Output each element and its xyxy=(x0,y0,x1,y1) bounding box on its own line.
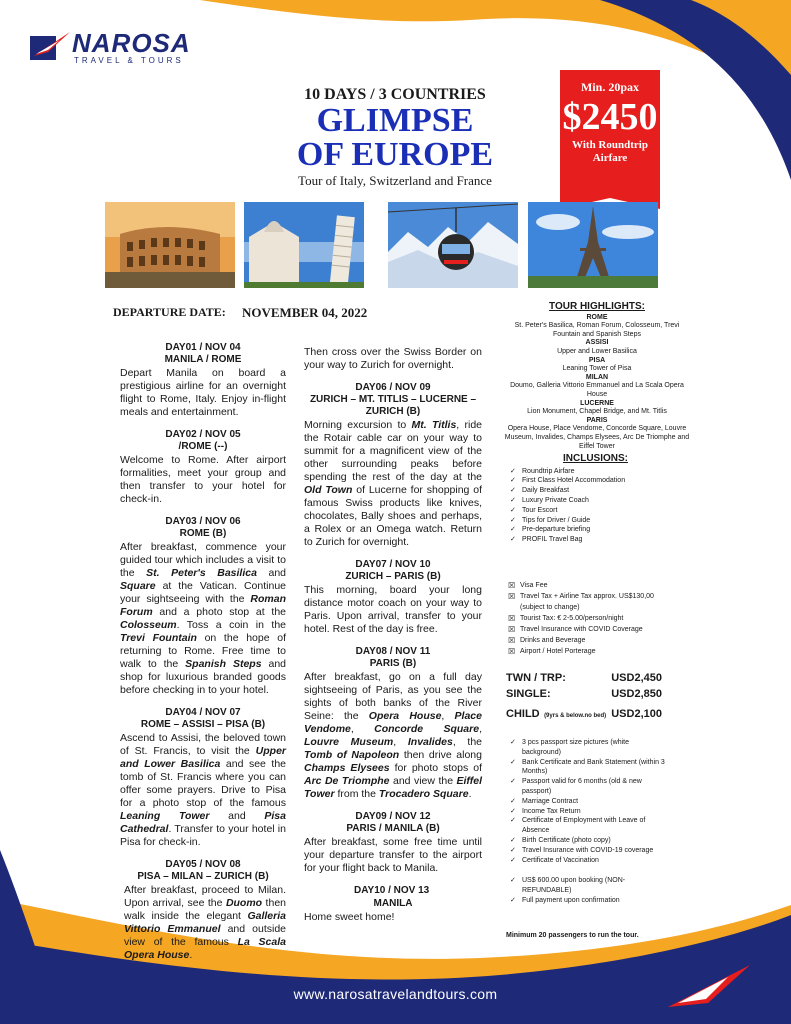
departure-label: DEPARTURE DATE: xyxy=(113,305,226,319)
day-description: Morning excursion to Mt. Titlis, ride the Rotair cable car on your way to summit for a magnificent view of the other surrounding peaks before spending the rest of the day at the Old Town of Lucerne for shopping of famous Swiss products like knives, chocolates, Bally shoes and perhaps, a Rolex or an Omega watch. Return to Zurich for overnight. xyxy=(304,419,482,548)
highlight-text: St. Peter's Basilica, Roman Forum, Colosseum, Trevi Fountain and Spanish Steps xyxy=(514,322,680,338)
day-route: /ROME (--) xyxy=(178,441,228,452)
requirement-item: ✓ Certificate of Employment with Leave of Absence xyxy=(508,816,666,836)
day-route: MANILA / ROME xyxy=(164,354,242,365)
day-route-cont: ZURICH (B) xyxy=(365,406,421,417)
day-heading: DAY06 / NOV 09 xyxy=(355,382,431,393)
inclusion-item: ✓ First Class Hotel Accommodation xyxy=(508,476,683,486)
rate-label: SINGLE: xyxy=(506,688,551,700)
day-route: PISA – MILAN – ZURICH (B) xyxy=(137,871,269,882)
day-route: PARIS (B) xyxy=(369,658,417,669)
page-subtitle: Tour of Italy, Switzerland and France xyxy=(298,173,492,188)
page-title xyxy=(250,104,540,172)
rates-table xyxy=(506,672,662,720)
highlight-city: ROME xyxy=(586,313,608,321)
inclusion-item: ✓ Luxury Private Coach xyxy=(508,496,683,506)
itinerary-column-2 xyxy=(304,346,482,924)
day-entry xyxy=(120,859,286,962)
exclusion-item: ☒ Travel Tax + Airline Tax approx. US$130,00 (subject to change) xyxy=(508,591,678,613)
colosseum-photo xyxy=(105,202,235,288)
exclusion-item: ☒ Visa Fee xyxy=(508,580,678,591)
rate-note: (9yrs & below.no bed) xyxy=(544,713,607,719)
footer-website-link[interactable]: www.narosatravelandtours.com xyxy=(293,986,498,1002)
highlight-text: Leaning Tower of Pisa xyxy=(562,365,632,373)
price-badge xyxy=(560,70,660,198)
day-heading: DAY05 / NOV 08 xyxy=(165,859,241,870)
brand-logo-icon xyxy=(30,30,70,62)
inclusion-item: ✓ Tips for Driver / Guide xyxy=(508,516,683,526)
day-entry xyxy=(120,342,286,419)
inclusion-item: ✓ Daily Breakfast xyxy=(508,486,683,496)
day-description: Depart Manila on board a prestigious airline for an overnight flight to Rome, Italy. Enjoy in-flight meals and entertainment. xyxy=(120,367,286,418)
requirement-item: ✓ Marriage Contract xyxy=(508,797,666,807)
day-heading: DAY02 / NOV 05 xyxy=(165,429,241,440)
highlight-city: PISA xyxy=(588,356,606,364)
day-route: MANILA xyxy=(373,898,413,909)
rate-value: USD2,450 xyxy=(611,672,662,684)
inclusion-item: ✓ Tour Escort xyxy=(508,506,683,516)
highlight-city: LUCERNE xyxy=(580,399,614,407)
day-route: PARIS / MANILA (B) xyxy=(346,823,440,834)
rate-label: CHILD xyxy=(506,708,540,720)
day-heading: DAY08 / NOV 11 xyxy=(355,646,431,657)
day-entry xyxy=(304,559,482,636)
tour-tagline: 10 DAYS / 3 COUNTRIES xyxy=(304,86,486,103)
brand-tagline: TRAVEL & TOURS xyxy=(74,56,184,65)
highlight-text: Opera House, Place Vendome, Concorde Square, Louvre Museum, Invalides, Champs Elysees, Arc De Triomphe and Eiffel Tower xyxy=(504,425,690,450)
rate-value: USD2,850 xyxy=(611,688,662,700)
exclusions xyxy=(508,580,678,657)
day-heading: DAY10 / NOV 13 xyxy=(354,885,430,896)
requirement-item: ✓ Passport valid for 6 months (old & new passport) xyxy=(508,777,666,797)
day-description: Welcome to Rome. After airport formalities, meet your group and then transfer to your hotel for check-in. xyxy=(120,454,286,505)
day-description: After breakfast, commence your guided tour which includes a visit to the St. Peter's Basilica and Square at the Vatican. Continue your sightseeing with the Roman Forum and a photo stop at the Colosseum. Toss a coin in the Trevi Fountain on the hope of returning to Rome. Free time to walk to the Spanish Steps and shop for luxurious branded goods before checking in to your hotel. xyxy=(120,541,286,696)
day-heading: DAY04 / NOV 07 xyxy=(165,707,241,718)
rate-value: USD2,100 xyxy=(611,708,662,720)
itinerary-column-1 xyxy=(120,334,286,962)
payment-item: ✓ Full payment upon confirmation xyxy=(508,896,648,906)
payment-terms xyxy=(508,876,648,905)
brand-name: NAROSA xyxy=(72,28,191,58)
eiffel-tower-photo xyxy=(528,202,658,288)
day-route: ROME (B) xyxy=(179,528,227,539)
requirement-item: ✓ Bank Certificate and Bank Statement (within 3 Months) xyxy=(508,758,666,778)
day-route: ROME – ASSISI – PISA (B) xyxy=(140,719,266,730)
day-entry xyxy=(304,885,482,924)
requirements xyxy=(508,738,666,865)
rate-row xyxy=(506,704,662,720)
rate-label-group xyxy=(506,704,606,722)
day-description: Home sweet home! xyxy=(304,911,395,923)
price-note-line-2: Airfare xyxy=(592,152,628,164)
exclusion-item: ☒ Tourist Tax: € 2-5.00/person/night xyxy=(508,613,678,624)
price-value: $2450 xyxy=(562,96,658,138)
inclusion-item: ✓ Pre-departure briefing xyxy=(508,525,683,535)
day-entry xyxy=(304,646,482,801)
requirement-item: ✓ Birth Certificate (photo copy) xyxy=(508,836,666,846)
highlight-city: ASSISI xyxy=(585,339,609,347)
highlight-text: Doumo, Galleria Vittorio Emmanuel and La Scala Opera House xyxy=(510,382,684,398)
highlight-text: Upper and Lower Basilica xyxy=(557,347,637,355)
inclusions-title: INCLUSIONS: xyxy=(563,453,628,464)
exclusion-item: ☒ Travel Insurance with COVID Coverage xyxy=(508,624,678,635)
rate-row xyxy=(506,688,662,704)
inclusion-item: ✓ PROFIL Travel Bag xyxy=(508,535,683,545)
day-entry xyxy=(304,811,482,875)
day-description: This morning, board your long distance motor coach on your way to Paris. Upon arrival, transfer to your hotel. Rest of the day is free. xyxy=(304,584,482,635)
inclusions xyxy=(508,455,683,545)
title-line-2: OF EUROPE xyxy=(296,136,494,173)
exclusion-item: ☒ Airport / Hotel Porterage xyxy=(508,646,678,657)
day-entry xyxy=(120,429,286,506)
highlights-title: TOUR HIGHLIGHTS: xyxy=(549,301,645,312)
requirement-item: ✓ Income Tax Return xyxy=(508,807,666,817)
rate-label: TWN / TRP: xyxy=(506,672,566,684)
inclusion-item: ✓ Roundtrip Airfare xyxy=(508,467,683,477)
requirement-item: ✓ 3 pcs passport size pictures (white background) xyxy=(508,738,666,758)
title-line-1: GLIMPSE xyxy=(316,102,474,139)
requirement-item: ✓ Certificate of Vaccination xyxy=(508,856,666,866)
day-description: Ascend to Assisi, the beloved town of St. Francis, to visit the Upper and Lower Basilica and see the tomb of St. Francis where you can offer some prayers. Drive to Pisa for a photo stop of the famous Leaning Tower and Pisa Cathedral. Transfer to your hotel in Pisa for check-in. xyxy=(120,732,287,848)
mt-titlis-cable-car-photo xyxy=(388,202,518,288)
day-heading: DAY03 / NOV 06 xyxy=(165,516,241,527)
tour-highlights xyxy=(502,303,692,451)
day-entry xyxy=(120,707,286,849)
day-description: After breakfast, go on a full day sightseeing of Paris, as you see the sights of both banks of the River Seine: the Opera House, Place Vendome, Concorde Square, Louvre Museum, Invalides, the Tomb of Napoleon then drive along Champs Elysees for photo stops of Arc De Triomphe and view the Eiffel Tower from the Trocadero Square. xyxy=(304,671,482,800)
min-pax-label: Min. 20pax xyxy=(580,80,639,94)
day-heading: DAY09 / NOV 12 xyxy=(355,811,431,822)
day-entry xyxy=(120,516,286,697)
highlight-text: Lion Monument, Chapel Bridge, and Mt. Titlis xyxy=(527,408,667,416)
minimum-passengers-note: Minimum 20 passengers to run the tour. xyxy=(506,932,639,939)
day-route: ZURICH – PARIS (B) xyxy=(345,571,441,582)
payment-item: ✓ US$ 600.00 upon booking (NON-REFUNDABLE) xyxy=(508,876,648,896)
highlight-city: MILAN xyxy=(585,373,609,381)
day-description: After breakfast, proceed to Milan. Upon arrival, see the Duomo then walk inside the elegant Galleria Vittorio Emmanuel and outside view of the famous La Scala Opera House. xyxy=(124,884,286,961)
day-heading: DAY07 / NOV 10 xyxy=(355,559,431,570)
day-entry xyxy=(304,382,482,549)
departure-date: NOVEMBER 04, 2022 xyxy=(242,305,368,320)
exclusion-item: ☒ Drinks and Beverage xyxy=(508,635,678,646)
highlight-city: PARIS xyxy=(586,416,608,424)
day-route: ZURICH – MT. TITLIS – LUCERNE – xyxy=(309,394,477,405)
requirement-item: ✓ Travel Insurance with COVID-19 coverage xyxy=(508,846,666,856)
price-note-line-1: With Roundtrip xyxy=(572,139,648,151)
pisa-photo xyxy=(244,202,364,288)
rate-row xyxy=(506,672,662,688)
day-description-continued: Then cross over the Swiss Border on your way to Zurich for overnight. xyxy=(304,346,482,371)
footer-logo-icon xyxy=(668,955,750,1013)
day-description: After breakfast, some free time until your departure transfer to the airport for your flight back to Manila. xyxy=(304,836,482,874)
day-heading: DAY01 / NOV 04 xyxy=(165,342,241,353)
